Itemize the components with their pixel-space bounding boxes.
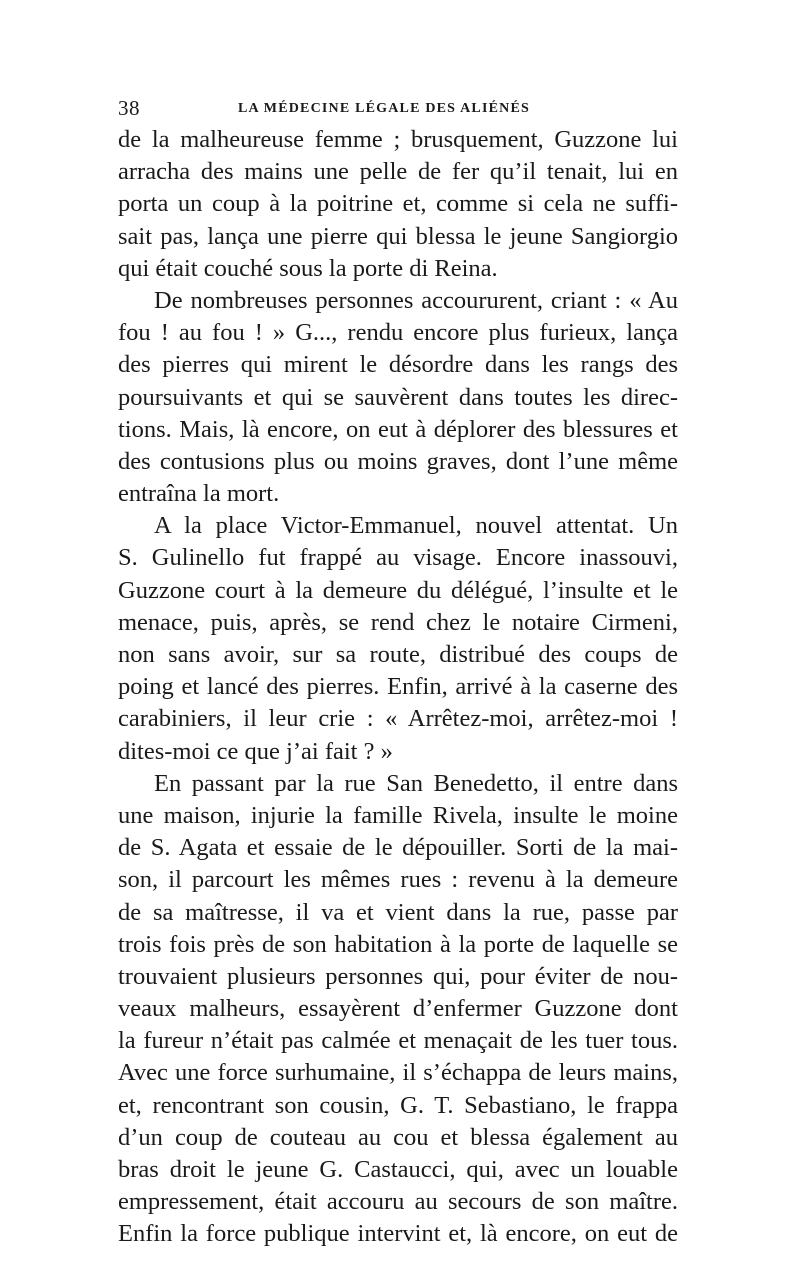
text-line: Avec une force surhumaine, il s’échappa de leurs mains, xyxy=(118,1059,678,1087)
text-line: arracha des mains une pelle de fer qu’il tenait, lui en xyxy=(118,158,678,186)
text-line: Guzzone court à la demeure du délégué, l’insulte et le xyxy=(118,576,678,604)
text-line: de la malheureuse femme ; brusquement, Guzzone lui xyxy=(118,126,678,153)
text-line: qui était couché sous la porte di Reina. xyxy=(118,254,498,282)
text-line: tions. Mais, là encore, on eut à déplorer des blessures et xyxy=(118,415,678,443)
text-line: sait pas, lança une pierre qui blessa le jeune Sangiorgio xyxy=(118,222,678,250)
text-line: A la place Victor-Emmanuel, nouvel attentat. Un xyxy=(154,512,678,540)
text-line: dites-moi ce que j’ai fait ? » xyxy=(118,737,393,765)
text-line: menace, puis, après, se rend chez le notaire Cirmeni, xyxy=(118,608,678,636)
body-text xyxy=(118,124,678,1251)
text-line: la fureur n’était pas calmée et menaçait de les tuer tous. xyxy=(118,1027,678,1055)
text-line: des contusions plus ou moins graves, dont l’une même xyxy=(118,447,678,475)
text-line: de S. Agata et essaie de le dépouiller. Sorti de la mai- xyxy=(118,834,678,862)
page-header xyxy=(118,96,678,120)
text-line: carabiniers, il leur crie : « Arrêtez-moi, arrêtez-moi ! xyxy=(118,705,678,733)
text-line: empressement, était accouru au secours de son maître. xyxy=(118,1188,678,1216)
text-line: son, il parcourt les mêmes rues : revenu à la demeure xyxy=(118,866,678,894)
running-title: LA MÉDECINE LÉGALE DES ALIÉNÉS xyxy=(238,101,530,116)
text-line: non sans avoir, sur sa route, distribué des coups de xyxy=(118,641,678,668)
text-line: d’un coup de couteau au cou et blessa également au xyxy=(118,1123,678,1151)
page-number: 38 xyxy=(118,96,140,120)
text-line: fou ! au fou ! » G..., rendu encore plus furieux, lança xyxy=(118,319,678,347)
text-line: De nombreuses personnes accoururent, criant : « Au xyxy=(154,286,678,314)
text-line: S. Gulinello fut frappé au visage. Encore inassouvi, xyxy=(118,544,678,572)
text-line: En passant par la rue San Benedetto, il entre dans xyxy=(154,769,678,797)
text-line: poursuivants et qui se sauvèrent dans toutes les direc- xyxy=(118,383,678,411)
text-line: Enfin la force publique intervint et, là encore, on eut de xyxy=(118,1220,678,1248)
text-line: trouvaient plusieurs personnes qui, pour éviter de nou- xyxy=(118,962,678,990)
text-line: entraîna la mort. xyxy=(118,480,280,508)
text-line: bras droit le jeune G. Castaucci, qui, avec un louable xyxy=(118,1156,678,1183)
text-line: des pierres qui mirent le désordre dans les rangs des xyxy=(118,351,678,379)
text-line: veaux malheurs, essayèrent d’enfermer Guzzone dont xyxy=(118,995,678,1023)
text-line: et, rencontrant son cousin, G. T. Sebastiano, le frappa xyxy=(118,1091,678,1119)
text-line: poing et lancé des pierres. Enfin, arrivé à la caserne des xyxy=(118,673,678,701)
text-line: une maison, injurie la famille Rivela, insulte le moine xyxy=(118,801,678,829)
text-line: trois fois près de son habitation à la porte de laquelle se xyxy=(118,930,678,958)
text-line: porta un coup à la poitrine et, comme si cela ne suffi- xyxy=(118,190,678,218)
text-line: de sa maîtresse, il va et vient dans la rue, passe par xyxy=(118,898,678,926)
